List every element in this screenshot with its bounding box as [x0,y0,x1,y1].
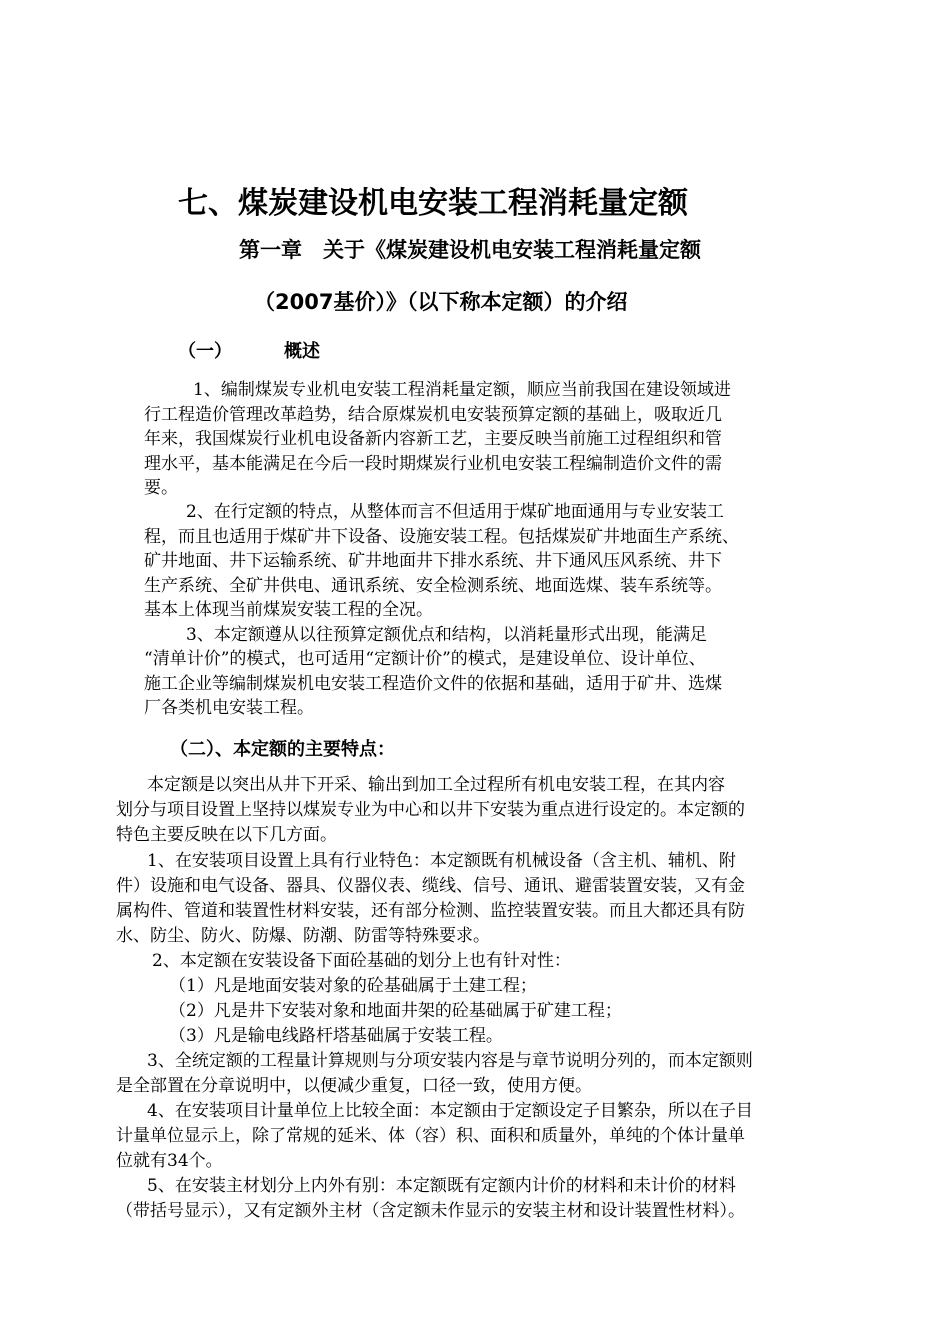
paragraph-line: 年来，我国煤炭行业机电设备新内容新工艺，主要反映当前施工过程组织和管 [144,429,722,449]
paragraph-line: 理水平，基本能满足在今后一段时期煤炭行业机电安装工程编制造价文件的需 [144,454,722,474]
paragraph-line: 厂各类机电安装工程。 [144,698,314,718]
section-2-heading: （二）、本定额的主要特点： [170,739,395,760]
paragraph-line: 生产系统、全矿井供电、通讯系统、安全检测系统、地面选煤、装车系统等。 [144,576,722,596]
paragraph-line: （2）凡是井下安装对象和地面井架的砼基础属于矿建工程； [169,1001,622,1021]
paragraph-line: 程，而且也适用于煤矿井下设备、设施安装工程。包括煤炭矿井地面生产系统、 [144,527,739,547]
paragraph-line: 4、在安装项目计量单位上比较全面：本定额由于定额设定子目繁杂，所以在子目 [147,1101,753,1121]
paragraph-line: 基本上体现当前煤炭安装工程的全况。 [144,600,433,620]
paragraph-line: 划分与项目设置上坚持以煤炭专业为中心和以井下安装为重点进行设定的。本定额的 [116,800,745,820]
paragraph-line: 1、编制煤炭专业机电安装工程消耗量定额，顺应当前我国在建设领域进 [193,380,731,400]
paragraph-line: 属构件、管道和装置性材料安装，还有部分检测、监控装置安装。而且大都还具有防 [116,901,745,921]
paragraph-line: 要。 [144,478,178,498]
paragraph-line: 特色主要反映在以下几方面。 [116,825,337,845]
paragraph-line: 行工程造价管理改革趋势，结合原煤炭机电安装预算定额的基础上，吸取近几 [144,405,722,425]
paragraph-line: 2、在行定额的特点，从整体而言不但适用于煤矿地面通用与专业安装工 [186,502,724,522]
section-1-number: （一） [178,341,232,362]
section-1-heading [178,339,320,365]
paragraph-line: 水、防尘、防火、防爆、防潮、防雷等特殊要求。 [116,926,490,946]
section-1-title: 概述 [284,341,320,362]
paragraph-line: 件）设施和电气设备、器具、仪器仪表、缆线、信号、通讯、避雷装置安装，又有金 [116,876,745,896]
document-title: 七、煤炭建设机电安装工程消耗量定额 [178,186,688,221]
paragraph-line: 计量单位显示上，除了常规的延米、体（容）积、面积和质量外，单纯的个体计量单 [116,1126,745,1146]
paragraph-line: 位就有34个。 [116,1151,223,1171]
paragraph-line: “清单计价”的模式，也可适用“定额计价”的模式，是建设单位、设计单位、 [144,649,706,669]
paragraph-line: （3）凡是输电线路杆塔基础属于安装工程。 [169,1026,503,1046]
paragraph-line: （1）凡是地面安装对象的砼基础属于土建工程； [169,976,537,996]
paragraph-line: 3、本定额遵从以往预算定额优点和结构，以消耗量形式出现，能满足 [186,625,707,645]
paragraph-line: 施工企业等编制煤炭机电安装工程造价文件的依据和基础，适用于矿井、选煤 [144,674,722,694]
paragraph-line: 5、在安装主材划分上内外有别：本定额既有定额内计价的材料和未计价的材料 [147,1176,736,1196]
chapter-heading-line-1: 第一章 关于《煤炭建设机电安装工程消耗量定额 [239,238,701,262]
paragraph-line: 3、全统定额的工程量计算规则与分项安装内容是与章节说明分列的，而本定额则 [147,1051,753,1071]
paragraph-line: 是全部置在分章说明中，以便减少重复，口径一致，使用方便。 [116,1076,592,1096]
paragraph-line: 1、在安装项目设置上具有行业特色：本定额既有机械设备（含主机、辅机、附 [147,851,736,871]
chapter-heading-line-2: （2007基价）》（以下称本定额）的介绍 [254,290,628,314]
paragraph-line: 矿井地面、井下运输系统、矿井地面井下排水系统、井下通风压风系统、井下 [144,551,722,571]
paragraph-line: （带括号显示），又有定额外主材（含定额未作显示的安装主材和设计装置性材料）。 [116,1201,745,1221]
paragraph-line: 2、本定额在安装设备下面砼基础的划分上也有针对性： [152,951,571,971]
paragraph-line: 本定额是以突出从井下开采、输出到加工全过程所有机电安装工程，在其内容 [147,775,725,795]
